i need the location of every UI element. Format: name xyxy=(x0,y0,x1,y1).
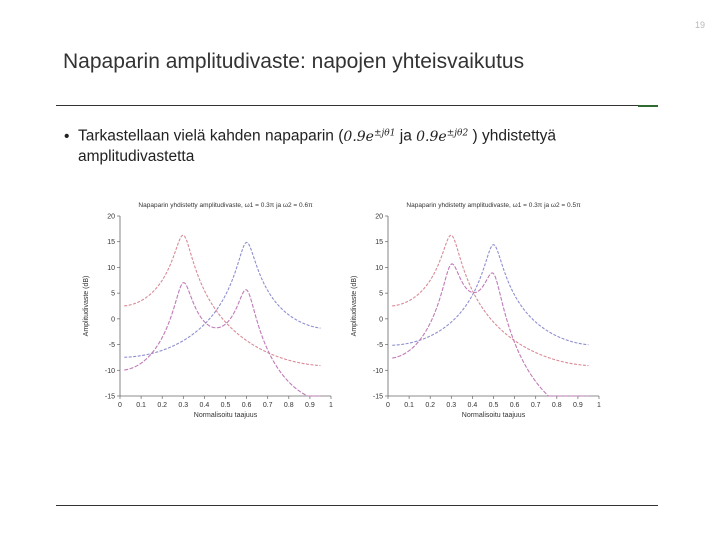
x-tick-label: 0.1 xyxy=(136,402,146,409)
y-tick-label: 15 xyxy=(107,239,115,247)
x-tick-label: 0.8 xyxy=(283,402,294,409)
slide-title: Napaparin amplitudivaste: napojen yhteisvaikutus xyxy=(63,50,525,73)
x-tick-label: 0.6 xyxy=(241,402,252,409)
amplitude-plot-2 xyxy=(344,196,604,421)
pole-pair-2-curve xyxy=(124,242,320,357)
y-tick-label: 0 xyxy=(111,316,115,324)
y-tick-label: 10 xyxy=(107,264,115,272)
amplitude-plot-2-svg xyxy=(344,196,604,421)
y-tick-label: 20 xyxy=(107,213,115,221)
x-tick-label: 0.5 xyxy=(488,402,499,409)
title-divider xyxy=(56,105,658,106)
x-tick-label: 0.4 xyxy=(199,402,210,409)
x-tick-label: 0.1 xyxy=(404,402,414,409)
x-tick-label: 1 xyxy=(597,402,601,409)
y-tick-label: 5 xyxy=(111,290,115,298)
x-tick-label: 0.7 xyxy=(262,402,273,409)
bullet-text-line2: amplitudivastetta xyxy=(78,147,195,165)
y-tick-label: -15 xyxy=(104,393,115,401)
y-tick-label: 20 xyxy=(375,213,383,221)
accent-mark xyxy=(638,105,658,107)
x-tick-label: 0 xyxy=(118,402,122,409)
y-axis-label: Amplitudivaste (dB) xyxy=(83,275,90,337)
x-tick-label: 0.3 xyxy=(446,402,457,409)
pole-pair-2-curve xyxy=(392,245,588,346)
x-tick-label: 0.3 xyxy=(178,402,189,409)
x-tick-label: 1 xyxy=(329,402,333,409)
x-tick-label: 0.2 xyxy=(425,402,436,409)
pole-expression-2: $0.9e^{\pm j\theta 2}$ xyxy=(416,128,469,145)
amplitude-plot-1-svg xyxy=(76,196,336,421)
bullet-dot: • xyxy=(64,127,70,145)
combined-response-curve xyxy=(392,264,588,396)
y-tick-label: 15 xyxy=(375,239,383,247)
combined-response-curve xyxy=(124,283,320,396)
pole-pair-1-curve xyxy=(392,235,588,365)
x-tick-label: 0.2 xyxy=(157,402,168,409)
x-tick-label: 0.6 xyxy=(509,402,520,409)
chart-title: Napaparin yhdistetty amplitudivaste, ω1 = 0.3π ja ω2 = 0.5π xyxy=(406,202,581,209)
bullet-item xyxy=(64,123,664,167)
y-tick-label: -5 xyxy=(108,342,115,350)
pole-expression-1: $0.9e^{\pm j\theta 1}$ xyxy=(343,128,396,145)
x-tick-label: 0.9 xyxy=(573,402,583,409)
x-tick-label: 0.7 xyxy=(530,402,541,409)
x-tick-label: 0.4 xyxy=(467,402,478,409)
x-tick-label: 0.5 xyxy=(220,402,231,409)
x-tick-label: 0 xyxy=(386,402,390,409)
y-tick-label: 5 xyxy=(379,290,383,298)
y-tick-label: -10 xyxy=(372,367,383,375)
y-axis-label: Amplitudivaste (dB) xyxy=(351,275,358,337)
page-number: 19 xyxy=(694,20,705,30)
y-tick-label: -10 xyxy=(104,367,115,375)
footer-divider xyxy=(56,505,658,506)
x-axis-label: Normalisoitu taajuus xyxy=(193,412,258,419)
amplitude-plot-1 xyxy=(76,196,336,421)
x-tick-label: 0.8 xyxy=(551,402,562,409)
x-tick-label: 0.9 xyxy=(305,402,315,409)
bullet-text-after: ) yhdistettyä xyxy=(468,127,557,145)
bullet-text-mid: ja xyxy=(395,127,417,145)
y-tick-label: -15 xyxy=(372,393,383,401)
y-tick-label: 10 xyxy=(375,264,383,272)
bullet-text-before: Tarkastellaan vielä kahden napaparin ( xyxy=(78,127,344,145)
y-tick-label: -5 xyxy=(376,342,383,350)
x-axis-label: Normalisoitu taajuus xyxy=(461,412,526,419)
y-tick-label: 0 xyxy=(379,316,383,324)
chart-title: Napaparin yhdistetty amplitudivaste, ω1 = 0.3π ja ω2 = 0.6π xyxy=(138,202,313,209)
